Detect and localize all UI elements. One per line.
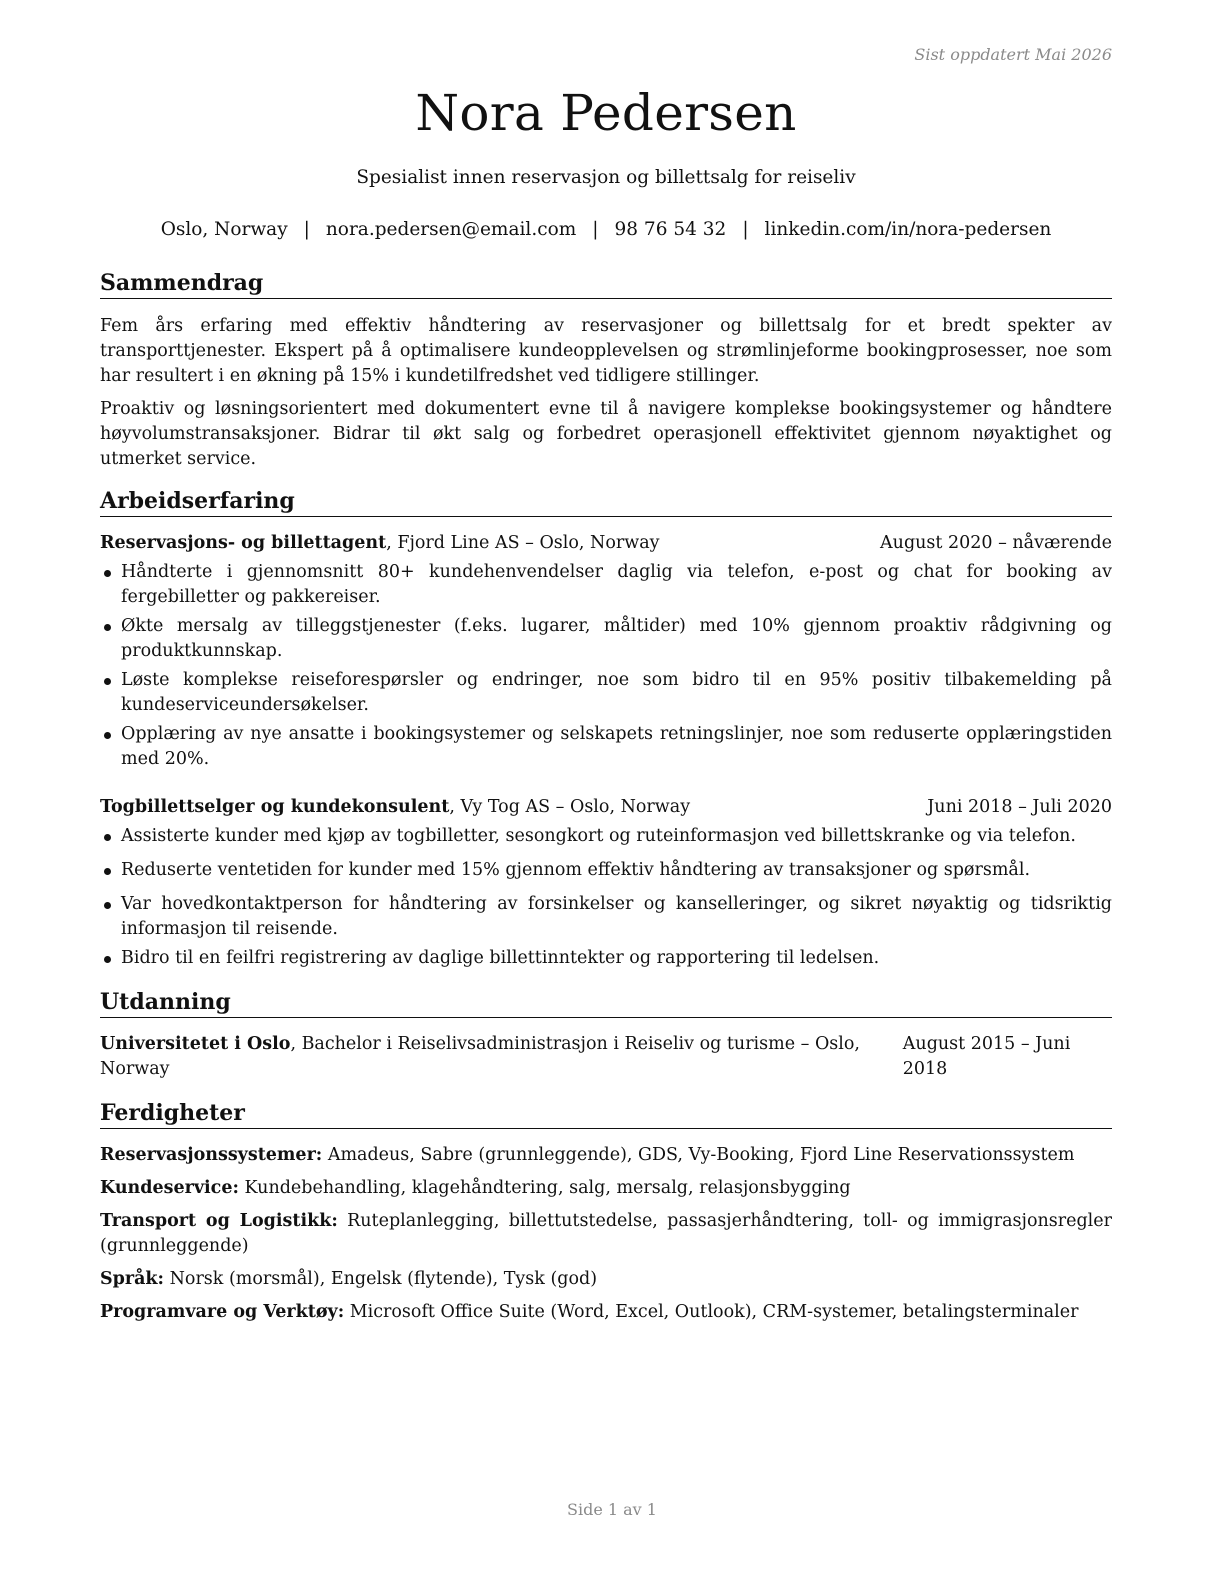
job-header: [100, 531, 1112, 556]
education-dates: August 2015 – Juni 2018: [902, 1034, 1071, 1079]
job-entry: [100, 795, 1112, 971]
skill-label: Kundeservice:: [100, 1178, 239, 1198]
contact-linkedin[interactable]: linkedin.com/in/nora-pedersen: [764, 219, 1052, 240]
job-bullet: Var hovedkontaktperson for håndtering av forsinkelser og kanselleringer, og sikret nøyaktig og tidsriktig informasjon til reisende.: [100, 892, 1112, 942]
job-bullet: Løste komplekse reiseforespørsler og endringer, noe som bidro til en 95% positiv tilbakemelding på kundeserviceundersøkelser.: [100, 668, 1112, 718]
skill-label: Transport og Logistikk:: [100, 1211, 338, 1231]
job-bullet: Økte mersalg av tilleggstjenester (f.eks. lugarer, måltider) med 10% gjennom proaktiv rådgivning og produktkunnskap.: [100, 614, 1112, 664]
skill-label: Språk:: [100, 1269, 165, 1289]
skill-text: Ruteplanlegging, billettutstedelse, passasjerhåndtering, toll- og immigrasjonsregler (grunnleggende): [100, 1211, 1112, 1256]
job-bullet: Reduserte ventetiden for kunder med 15% gjennom effektiv håndtering av transaksjoner og spørsmål.: [100, 858, 1112, 883]
education-detail: , Bachelor i Reiselivsadministrasjon i Reiseliv og turisme – Oslo, Norway: [100, 1034, 860, 1079]
skill-label: Reservasjonssystemer:: [100, 1145, 323, 1165]
skill-text: Norsk (morsmål), Engelsk (flytende), Tysk (god): [164, 1269, 598, 1289]
job-bullet: Håndterte i gjennomsnitt 80+ kundehenvendelser daglig via telefon, e-post og chat for booking av fergebilletter og pakkereiser.: [100, 560, 1112, 610]
section-title-summary: Sammendrag: [100, 268, 1112, 299]
education-line: [100, 1032, 903, 1082]
skill-label: Programvare og Verktøy:: [100, 1302, 345, 1322]
job-org: , Vy Tog AS – Oslo, Norway: [449, 797, 691, 817]
section-title-experience: Arbeidserfaring: [100, 486, 1112, 517]
job-org: , Fjord Line AS – Oslo, Norway: [386, 533, 660, 553]
summary-paragraph: Proaktiv og løsningsorientert med dokumentert evne til å navigere komplekse bookingsystemer og håndtere høyvolumstransaksjoner. Bidrar til økt salg og forbedret operasjonell effektivitet gjennom nøyaktighet og utmerket service.: [100, 399, 1112, 469]
job-bullet: Opplæring av nye ansatte i bookingsystemer og selskapets retningslinjer, noe som reduserte opplæringstiden med 20%.: [100, 722, 1112, 772]
contact-location: Oslo, Norway: [160, 219, 288, 240]
contact-phone: 98 76 54 32: [614, 219, 727, 240]
job-entry: [100, 531, 1112, 772]
skill-row: [100, 1143, 1112, 1168]
job-role: Togbillettselger og kundekonsulent: [100, 797, 450, 817]
skill-row: [100, 1176, 1112, 1201]
job-role: Reservasjons- og billettagent: [100, 533, 387, 553]
job-title-line: [100, 531, 660, 556]
contact-separator: |: [592, 219, 599, 240]
job-title-line: [100, 795, 690, 820]
job-dates: Juni 2018 – Juli 2020: [927, 797, 1112, 817]
person-name: Nora Pedersen: [415, 84, 797, 142]
resume-page: [100, 0, 1112, 1584]
job-dates: August 2020 – nåværende: [880, 533, 1112, 553]
job-bullets: [100, 560, 1112, 772]
skill-text: Kundebehandling, klagehåndtering, salg, mersalg, relasjonsbygging: [238, 1178, 851, 1198]
education-entry: [100, 1032, 1112, 1082]
skill-row: [100, 1267, 1112, 1292]
contact-separator: |: [303, 219, 310, 240]
skill-text: Amadeus, Sabre (grunnleggende), GDS, Vy-Booking, Fjord Line Reservationssystem: [322, 1145, 1075, 1165]
job-bullet: Bidro til en feilfri registrering av daglige billettinntekter og rapportering til ledelsen.: [100, 946, 1112, 971]
summary-paragraph: Fem års erfaring med effektiv håndtering av reservasjoner og billettsalg for et bredt spekter av transporttjenester. Ekspert på å optimalisere kundeopplevelsen og strømlinjeforme bookingprosesser, noe som har resultert i en økning på 15% i kundetilfredshet ved tidligere stillinger.: [100, 316, 1112, 386]
resume-content: [100, 268, 1112, 1325]
skill-row: [100, 1300, 1112, 1325]
section-title-skills: Ferdigheter: [100, 1098, 1112, 1129]
job-header: [100, 795, 1112, 820]
job-bullets: [100, 824, 1112, 971]
education-school: Universitetet i Oslo: [100, 1034, 291, 1054]
job-bullet: Assisterte kunder med kjøp av togbilletter, sesongkort og ruteinformasjon ved billettskranke og via telefon.: [100, 824, 1112, 849]
contact-line: [100, 219, 1112, 240]
contact-email[interactable]: nora.pedersen@email.com: [325, 219, 577, 240]
contact-separator: |: [742, 219, 749, 240]
skill-row: [100, 1209, 1112, 1259]
page-footer: Side 1 av 1: [567, 1500, 657, 1519]
headline: Spesialist innen reservasjon og billettsalg for reiseliv: [356, 167, 856, 188]
last-updated: Sist oppdatert Mai 2026: [914, 45, 1112, 64]
skill-text: Microsoft Office Suite (Word, Excel, Outlook), CRM-systemer, betalingsterminaler: [344, 1302, 1079, 1322]
section-title-education: Utdanning: [100, 987, 1112, 1018]
